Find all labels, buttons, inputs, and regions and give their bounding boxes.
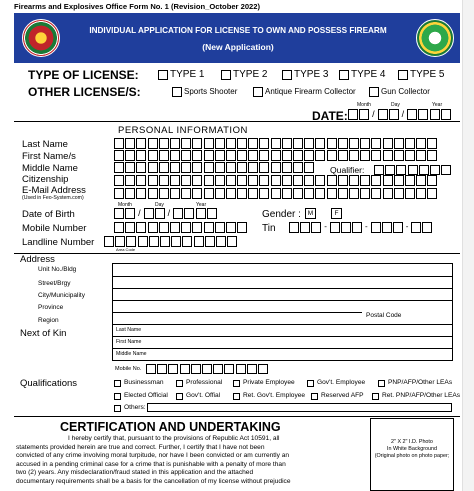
type-of-license-label: TYPE OF LICENSE: [28, 68, 139, 82]
gun-collector-checkbox[interactable] [369, 87, 379, 97]
cert-line: statements provided herein are true and correct. Further, I certify that I have not been [16, 443, 265, 451]
qualifications-title: Qualifications [20, 378, 78, 389]
cert-line: accused in a pending criminal case for a crime that is punishable with a penalty of more than [16, 460, 286, 468]
date-rule [14, 121, 460, 122]
gender-label: Gender : [262, 209, 301, 220]
qual-reserved-afp-checkbox[interactable] [311, 393, 318, 400]
type1-label: TYPE 1 [170, 69, 205, 80]
email-note: (Used in Feo-System.com) [22, 195, 84, 201]
qual-ret-pnp-afp-checkbox[interactable] [372, 393, 379, 400]
qual-govt-official-label: Gov't. Offial [186, 392, 221, 399]
qual-others-checkbox[interactable] [114, 405, 121, 412]
kin-mobile-grid[interactable] [146, 364, 269, 374]
certification-rule [14, 416, 460, 417]
type4-checkbox[interactable] [339, 70, 349, 80]
type5-label: TYPE 5 [410, 69, 445, 80]
qualifier-grid[interactable] [374, 165, 452, 175]
certification-title: CERTIFICATION AND UNDERTAKING [60, 420, 281, 434]
form-title: INDIVIDUAL APPLICATION FOR LICENSE TO OWN AND POSSESS FIREARM [89, 26, 387, 35]
antique-collector-checkbox[interactable] [253, 87, 263, 97]
mobile-grid[interactable] [114, 222, 248, 233]
address-rule [14, 253, 460, 254]
type2-label: TYPE 2 [233, 69, 268, 80]
email-grid[interactable] [114, 188, 438, 199]
landline-grid[interactable] [104, 236, 238, 247]
unit-label: Unit No./Bldg [38, 266, 77, 273]
tin-grid[interactable]: - - - [289, 222, 434, 233]
date-month-caption: Month [357, 102, 371, 108]
cert-line: I hereby certify that, pursuant to the provisions of Republic Act 10591, all [68, 435, 280, 442]
qual-private-employee-checkbox[interactable] [233, 380, 240, 387]
address-title: Address [20, 254, 55, 265]
qual-ret-govt-employee-label: Ret. Gov't. Employee [243, 392, 306, 399]
qual-govt-employee-label: Gov't. Employee [317, 379, 366, 386]
antique-collector-label: Antique Firearm Collector [265, 87, 356, 96]
city-label: City/Municipality [38, 292, 85, 299]
landline-label: Landline Number [22, 237, 95, 248]
email-label: E-Mail Address [22, 185, 86, 196]
area-code-caption: Area Code [116, 247, 136, 252]
qual-govt-official-checkbox[interactable] [176, 393, 183, 400]
qual-elected-official-label: Elected Official [124, 392, 168, 399]
photo-caption: 2" X 2" I.D. Photo [391, 439, 433, 445]
pnp-seal-icon [22, 19, 60, 57]
tin-label: Tin [262, 223, 276, 234]
last-name-grid[interactable] [114, 138, 438, 149]
dob-year-caption: Year [196, 202, 207, 208]
kin-row-line [112, 336, 453, 337]
gender-female-box[interactable]: F [331, 208, 342, 219]
middle-name-label: Middle Name [22, 163, 78, 174]
qual-ret-pnp-afp-label: Ret. PNP/AFP/Other LEAs [382, 392, 461, 399]
type3-checkbox[interactable] [282, 70, 292, 80]
certification-body [16, 435, 364, 486]
form-subtitle: (New Application) [202, 42, 274, 52]
gun-collector-label: Gun Collector [381, 87, 430, 96]
kin-box[interactable] [112, 324, 453, 361]
kin-mobile-label: Mobile No. [115, 366, 142, 372]
date-year-caption: Year [432, 102, 443, 108]
header-banner [14, 13, 460, 63]
qual-professional-label: Professional [186, 379, 223, 386]
qual-businessman-checkbox[interactable] [114, 380, 121, 387]
qual-private-employee-label: Private Employee [243, 379, 295, 386]
qual-elected-official-checkbox[interactable] [114, 393, 121, 400]
first-name-grid[interactable] [114, 150, 438, 161]
qual-others-input[interactable] [147, 403, 452, 412]
middle-name-grid[interactable] [114, 162, 315, 173]
kin-first-name-label: First Name [116, 339, 142, 345]
kin-row-line [112, 348, 453, 349]
mobile-label: Mobile Number [22, 223, 87, 234]
personal-info-title: PERSONAL INFORMATION [118, 125, 248, 136]
photo-box [370, 418, 454, 491]
form-number: Firearms and Explosives Office Form No. 1 (Revision_October 2022) [14, 2, 261, 11]
other-license-label: OTHER LICENSE/S: [28, 85, 141, 99]
first-name-label: First Name/s [22, 151, 76, 162]
qual-others-label: Others: [124, 404, 146, 411]
cert-line: convicted of any crime involving moral turpitude, nor have I been convicted or am currently an [16, 452, 290, 459]
region-label: Region [38, 317, 59, 324]
address-row-line [112, 288, 453, 289]
qualifier-label: Qualifier: [330, 165, 365, 175]
citizenship-label: Citizenship [22, 174, 69, 185]
dob-month-caption: Month [118, 202, 132, 208]
photo-caption: (Original photo on photo paper; [374, 453, 450, 459]
photo-caption: In White Background [386, 446, 438, 452]
gender-male-box[interactable]: M [305, 208, 316, 219]
province-label: Province [38, 304, 64, 311]
type2-checkbox[interactable] [221, 70, 231, 80]
type4-label: TYPE 4 [351, 69, 386, 80]
last-name-label: Last Name [22, 139, 68, 150]
address-row-line [112, 300, 453, 301]
date-grid[interactable]: / / [348, 109, 452, 120]
qual-ret-govt-employee-checkbox[interactable] [233, 393, 240, 400]
postal-code-label: Postal Code [366, 312, 402, 319]
viewer-scrollbar[interactable] [462, 0, 474, 491]
qual-businessman-label: Businessman [124, 379, 164, 386]
type5-checkbox[interactable] [398, 70, 408, 80]
qual-pnp-afp-checkbox[interactable] [378, 380, 385, 387]
cert-line: two (2) years. Any misdeclaration/fraud stated in this application and the attached [16, 469, 254, 476]
kin-middle-name-label: Middle Name [116, 351, 147, 357]
cert-line: documentary requirements shall be a basis for the cancellation of my license without prejudice [16, 477, 291, 485]
next-of-kin-title: Next of Kin [20, 328, 67, 339]
qual-govt-employee-checkbox[interactable] [307, 380, 314, 387]
qual-reserved-afp-label: Reserved AFP [321, 392, 364, 399]
qual-pnp-afp-label: PNP/AFP/Other LEAs [388, 379, 453, 386]
address-box[interactable] [112, 263, 453, 325]
date-label: DATE: [312, 109, 348, 123]
type1-checkbox[interactable] [158, 70, 168, 80]
date-day-caption: Day [391, 102, 400, 108]
feo-seal-icon [416, 19, 454, 57]
kin-last-name-label: Last Name [116, 327, 142, 333]
type3-label: TYPE 3 [294, 69, 329, 80]
qual-professional-checkbox[interactable] [176, 380, 183, 387]
address-row-line [112, 276, 453, 277]
address-row-line [112, 312, 362, 313]
dob-label: Date of Birth [22, 209, 75, 220]
street-label: Street/Brgy [38, 280, 71, 287]
citizenship-grid[interactable] [114, 175, 438, 186]
sports-shooter-label: Sports Shooter [184, 87, 238, 96]
dob-grid[interactable]: / / [114, 208, 218, 219]
dob-day-caption: Day [155, 202, 164, 208]
sports-shooter-checkbox[interactable] [172, 87, 182, 97]
